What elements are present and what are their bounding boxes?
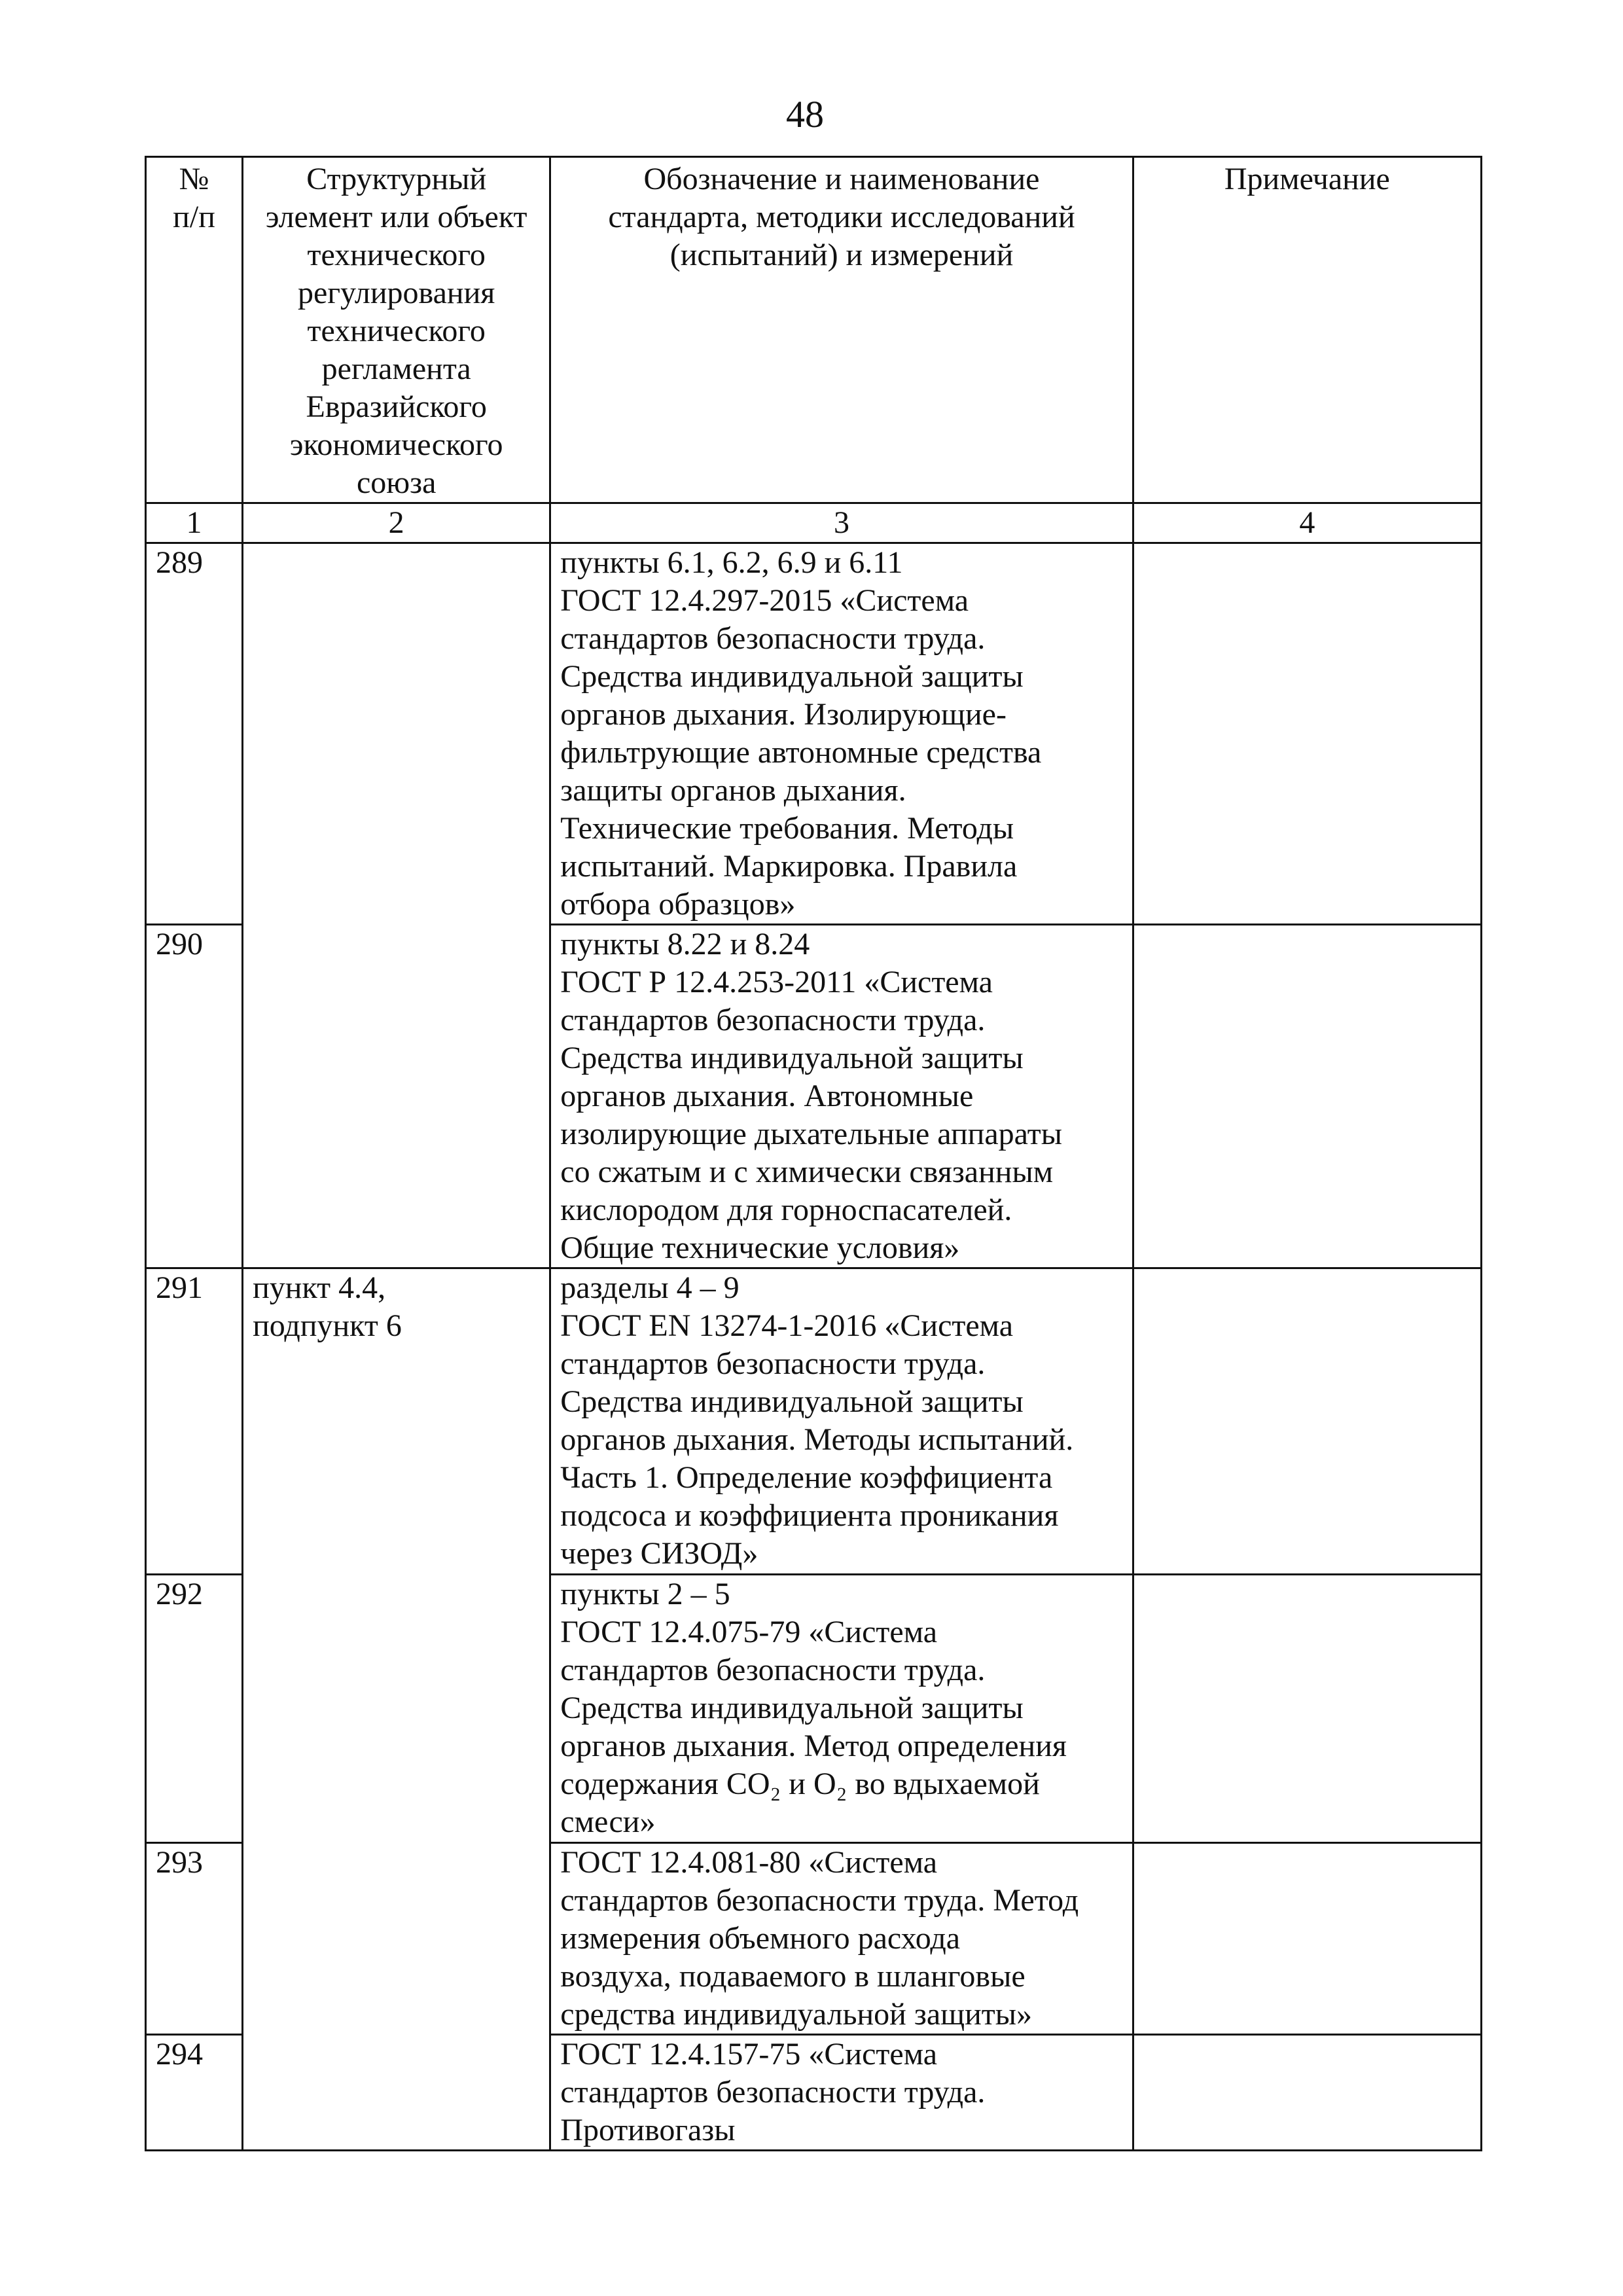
header-line: Примечание bbox=[1224, 162, 1390, 196]
standard-line: кислородом для горноспасателей. bbox=[560, 1193, 1012, 1227]
standard-line: воздуха, подаваемого в шланговые bbox=[560, 1959, 1026, 1994]
header-line: № bbox=[179, 162, 209, 196]
row-number: 291 bbox=[146, 1268, 243, 1575]
standard-cell bbox=[550, 1575, 1133, 1843]
standard-line: отбора образцов» bbox=[560, 887, 796, 922]
standard-line: Технические требования. Методы bbox=[560, 811, 1014, 846]
standard-line: органов дыхания. Изолирующие- bbox=[560, 697, 1007, 732]
header-line: экономического bbox=[289, 427, 503, 462]
standard-line: стандартов безопасности труда. bbox=[560, 1003, 986, 1037]
note-cell bbox=[1133, 1575, 1481, 1843]
standard-line: ГОСТ 12.4.075-79 «Система bbox=[560, 1615, 938, 1649]
standard-line: испытаний. Маркировка. Правила bbox=[560, 849, 1018, 884]
header-line: Структурный bbox=[306, 162, 487, 196]
table-row bbox=[146, 1268, 1482, 1575]
standard-line: защиты органов дыхания. bbox=[560, 773, 906, 808]
row-number: 294 bbox=[146, 2035, 243, 2151]
header-line: регламента bbox=[321, 351, 471, 386]
header-line: п/п bbox=[173, 200, 215, 234]
standard-line: смеси» bbox=[560, 1804, 656, 1839]
standard-line: стандартов безопасности труда. bbox=[560, 2075, 986, 2109]
standard-line: Общие технические условия» bbox=[560, 1230, 960, 1265]
standard-line: Противогазы bbox=[560, 2113, 736, 2147]
header-structural-element bbox=[243, 157, 550, 503]
row-number: 293 bbox=[146, 1843, 243, 2035]
standard-line: Средства индивидуальной защиты bbox=[560, 1691, 1024, 1725]
header-line: стандарта, методики исследований bbox=[608, 200, 1075, 234]
standard-line: Средства индивидуальной защиты bbox=[560, 1041, 1024, 1075]
standard-line: ГОСТ 12.4.157-75 «Система bbox=[560, 2037, 938, 2072]
column-number: 2 bbox=[243, 503, 550, 543]
header-standard bbox=[550, 157, 1133, 503]
header-line: союза bbox=[356, 465, 437, 500]
standard-line: Часть 1. Определение коэффициента bbox=[560, 1460, 1053, 1495]
standard-line: ГОСТ EN 13274-1-2016 «Система bbox=[560, 1308, 1014, 1343]
column-number-row bbox=[146, 503, 1482, 543]
standard-line: фильтрующие автономные средства bbox=[560, 735, 1042, 770]
structural-element-cell bbox=[243, 543, 550, 1268]
note-cell bbox=[1133, 2035, 1481, 2151]
standard-cell bbox=[550, 925, 1133, 1268]
standard-line: ГОСТ Р 12.4.253-2011 «Система bbox=[560, 965, 993, 999]
standard-line: стандартов безопасности труда. Метод bbox=[560, 1883, 1079, 1918]
standard-line: изолирующие дыхательные аппараты bbox=[560, 1117, 1062, 1151]
note-cell bbox=[1133, 1268, 1481, 1575]
standard-cell bbox=[550, 543, 1133, 925]
note-cell bbox=[1133, 543, 1481, 925]
header-number bbox=[146, 157, 243, 503]
standard-line: ГОСТ 12.4.081-80 «Система bbox=[560, 1845, 938, 1880]
header-line: Евразийского bbox=[306, 389, 487, 424]
row-number: 289 bbox=[146, 543, 243, 925]
standard-line: разделы 4 – 9 bbox=[560, 1270, 740, 1305]
standard-line: измерения объемного расхода bbox=[560, 1921, 961, 1956]
standard-line: стандартов безопасности труда. bbox=[560, 1653, 986, 1687]
standard-line: пункты 8.22 и 8.24 bbox=[560, 927, 810, 961]
standard-line: пункты 2 – 5 bbox=[560, 1577, 730, 1611]
structural-element-cell bbox=[243, 1268, 550, 2151]
standard-line: ГОСТ 12.4.297-2015 «Система bbox=[560, 583, 969, 618]
standard-line: Средства индивидуальной защиты bbox=[560, 1384, 1024, 1419]
standard-cell bbox=[550, 1843, 1133, 2035]
standard-cell bbox=[550, 2035, 1133, 2151]
standard-line: через СИЗОД» bbox=[560, 1536, 758, 1571]
header-line: технического bbox=[307, 314, 486, 348]
header-note bbox=[1133, 157, 1481, 503]
standard-line: органов дыхания. Метод определения bbox=[560, 1729, 1067, 1763]
standard-line: Средства индивидуальной защиты bbox=[560, 659, 1024, 694]
table-row bbox=[146, 543, 1482, 925]
header-line: регулирования bbox=[298, 276, 495, 310]
standard-line: подсоса и коэффициента проникания bbox=[560, 1498, 1059, 1533]
row-number: 290 bbox=[146, 925, 243, 1268]
column-number: 1 bbox=[146, 503, 243, 543]
header-line: (испытаний) и измерений bbox=[669, 238, 1014, 272]
header-line: элемент или объект bbox=[265, 200, 527, 234]
header-line: технического bbox=[307, 238, 486, 272]
standard-line: органов дыхания. Автономные bbox=[560, 1079, 974, 1113]
standard-line: органов дыхания. Методы испытаний. bbox=[560, 1422, 1074, 1457]
note-cell bbox=[1133, 1843, 1481, 2035]
standard-line: пункты 6.1, 6.2, 6.9 и 6.11 bbox=[560, 545, 903, 580]
column-number: 3 bbox=[550, 503, 1133, 543]
header-line: Обозначение и наименование bbox=[643, 162, 1040, 196]
page-number: 48 bbox=[786, 93, 824, 135]
standards-table bbox=[145, 156, 1482, 2151]
standard-line: стандартов безопасности труда. bbox=[560, 1346, 986, 1381]
standard-line: стандартов безопасности труда. bbox=[560, 621, 986, 656]
standard-line: средства индивидуальной защиты» bbox=[560, 1997, 1033, 2032]
row-number: 292 bbox=[146, 1575, 243, 1843]
table-header-row bbox=[146, 157, 1482, 503]
standard-line: содержания CO₂ и O₂ во вдыхаемой bbox=[560, 1767, 1040, 1801]
standard-line: со сжатым и с химически связанным bbox=[560, 1155, 1054, 1189]
note-cell bbox=[1133, 925, 1481, 1268]
structural-line: подпункт 6 bbox=[253, 1308, 402, 1343]
column-number: 4 bbox=[1133, 503, 1481, 543]
standard-cell bbox=[550, 1268, 1133, 1575]
structural-line: пункт 4.4, bbox=[253, 1270, 386, 1305]
